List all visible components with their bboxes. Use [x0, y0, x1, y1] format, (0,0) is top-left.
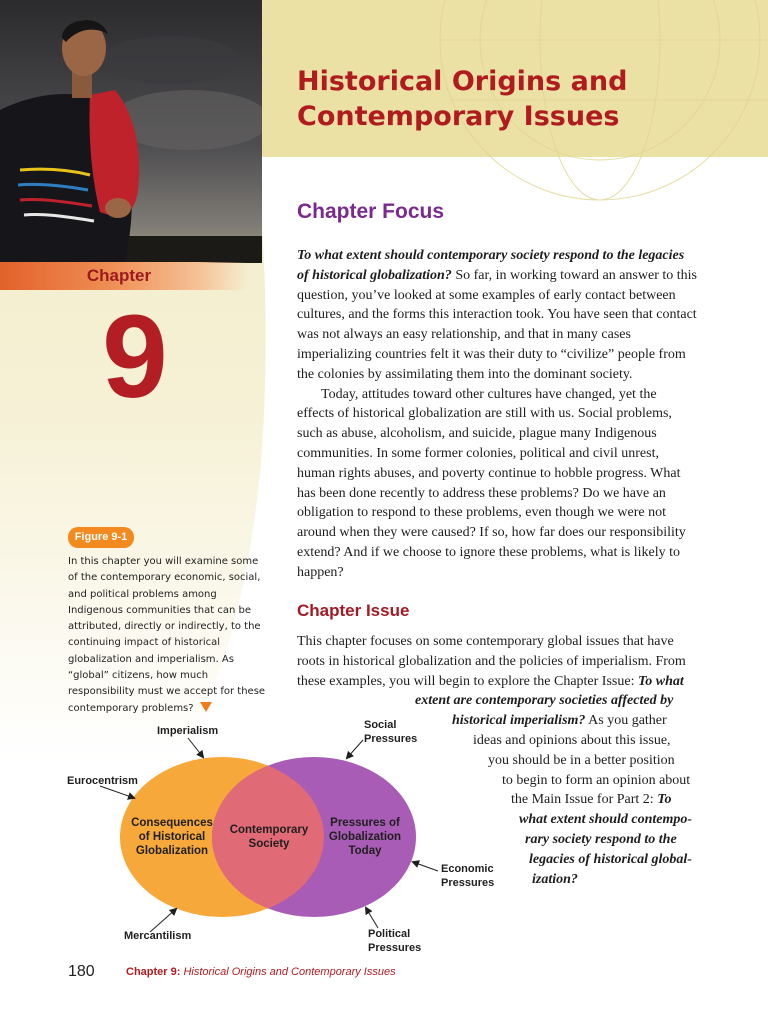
issue-line: you should be in a better position [488, 752, 675, 768]
venn-diagram [0, 700, 768, 970]
venn-right-label: Pressures of Globalization Today [328, 817, 402, 857]
focus-paragraph-1 [297, 246, 697, 385]
issue-line: ization? [532, 871, 578, 887]
issue-question: To what [637, 673, 684, 689]
chapter-focus-text [297, 246, 697, 583]
issue-question: To [657, 792, 672, 808]
issue-line: ideas and opinions about this issue, [473, 732, 671, 748]
label-imperialism: Imperialism [157, 725, 219, 737]
running-footer [126, 966, 396, 978]
issue-line: what extent should contempo- [519, 812, 693, 828]
chapter-photo [0, 0, 262, 263]
venn-left-label: Consequences of Historical Globalization [131, 817, 213, 857]
issue-question: historical imperialism? [452, 713, 586, 729]
issue-line: roots in historical globalization and the policies of imperialism. From [297, 653, 686, 669]
issue-line: to begin to form an opinion about [502, 772, 691, 788]
page-number: 180 [68, 963, 95, 980]
running-footer-title: Historical Origins and Contemporary Issues [180, 966, 396, 978]
figure-badge: Figure 9-1 [68, 527, 134, 548]
issue-line: legacies of historical global- [529, 851, 692, 867]
issue-line [297, 672, 702, 692]
issue-text: As you gather [585, 713, 667, 729]
page-title: Historical Origins and Contemporary Issues [297, 66, 628, 132]
issue-line: rary society respond to the [525, 831, 677, 847]
chapter-focus-heading: Chapter Focus [297, 200, 445, 223]
label-social-pressures: Social Pressures [364, 719, 418, 745]
issue-line: extent are contemporary societies affected by [415, 693, 674, 709]
chapter-label: Chapter [0, 262, 248, 290]
figure-caption [68, 554, 268, 717]
focus-question: To what extent should contemporary society respond to the legacies of historical globalization? [297, 248, 685, 283]
running-footer-chapter: Chapter 9: [126, 966, 181, 978]
focus-paragraph-2: Today, attitudes toward other cultures have changed, yet the effects of historical globalization are still with us. Social problems, such as abuse, alcoholism, and suicide, plague many Indigenous communities. In some former colonies, political and civil unrest, human rights abuses, and poverty continue to hobble progress. What has been done recently to address these problems? Do we have an obligation to respond to these problems, even though we were not around when they were caused? If so, how far does our responsibility extend? And if we choose to ignore these problems, what is likely to happen? [297, 386, 686, 580]
chapter-issue-heading: Chapter Issue [297, 601, 410, 620]
label-political-pressures: Political Pressures [368, 928, 422, 954]
issue-text: these examples, you will begin to explore the Chapter Issue: [297, 673, 638, 689]
chapter-number: 9 [102, 291, 168, 423]
label-mercantilism: Mercantilism [124, 930, 192, 942]
label-economic-pressures: Economic Pressures [441, 863, 495, 889]
focus-paragraph-1-rest: So far, in working toward an answer to this question, you’ve looked at some examples of early contact between cultures, and the forms this interaction took. You have seen that contact was not always an easy relationship, and that in many cases imperializing countries felt it was their duty to “civilize” people from the colonies by assimilating them into the dominant society. [297, 267, 697, 382]
venn-overlap-label: Contemporary Society [229, 824, 309, 850]
issue-text: the Main Issue for Part 2: [511, 792, 658, 808]
figure-caption-text: In this chapter you will examine some of the contemporary economic, social, and political problems among Indigenous communities that can be attributed, directly or indirectly, to the continuing impact of historical globalization and imperialism. As “global” citizens, how much responsibility must we accept for these contemporary problems? [68, 556, 266, 714]
issue-line: This chapter focuses on some contemporary global issues that have [297, 634, 674, 649]
label-eurocentrism: Eurocentrism [67, 775, 138, 787]
